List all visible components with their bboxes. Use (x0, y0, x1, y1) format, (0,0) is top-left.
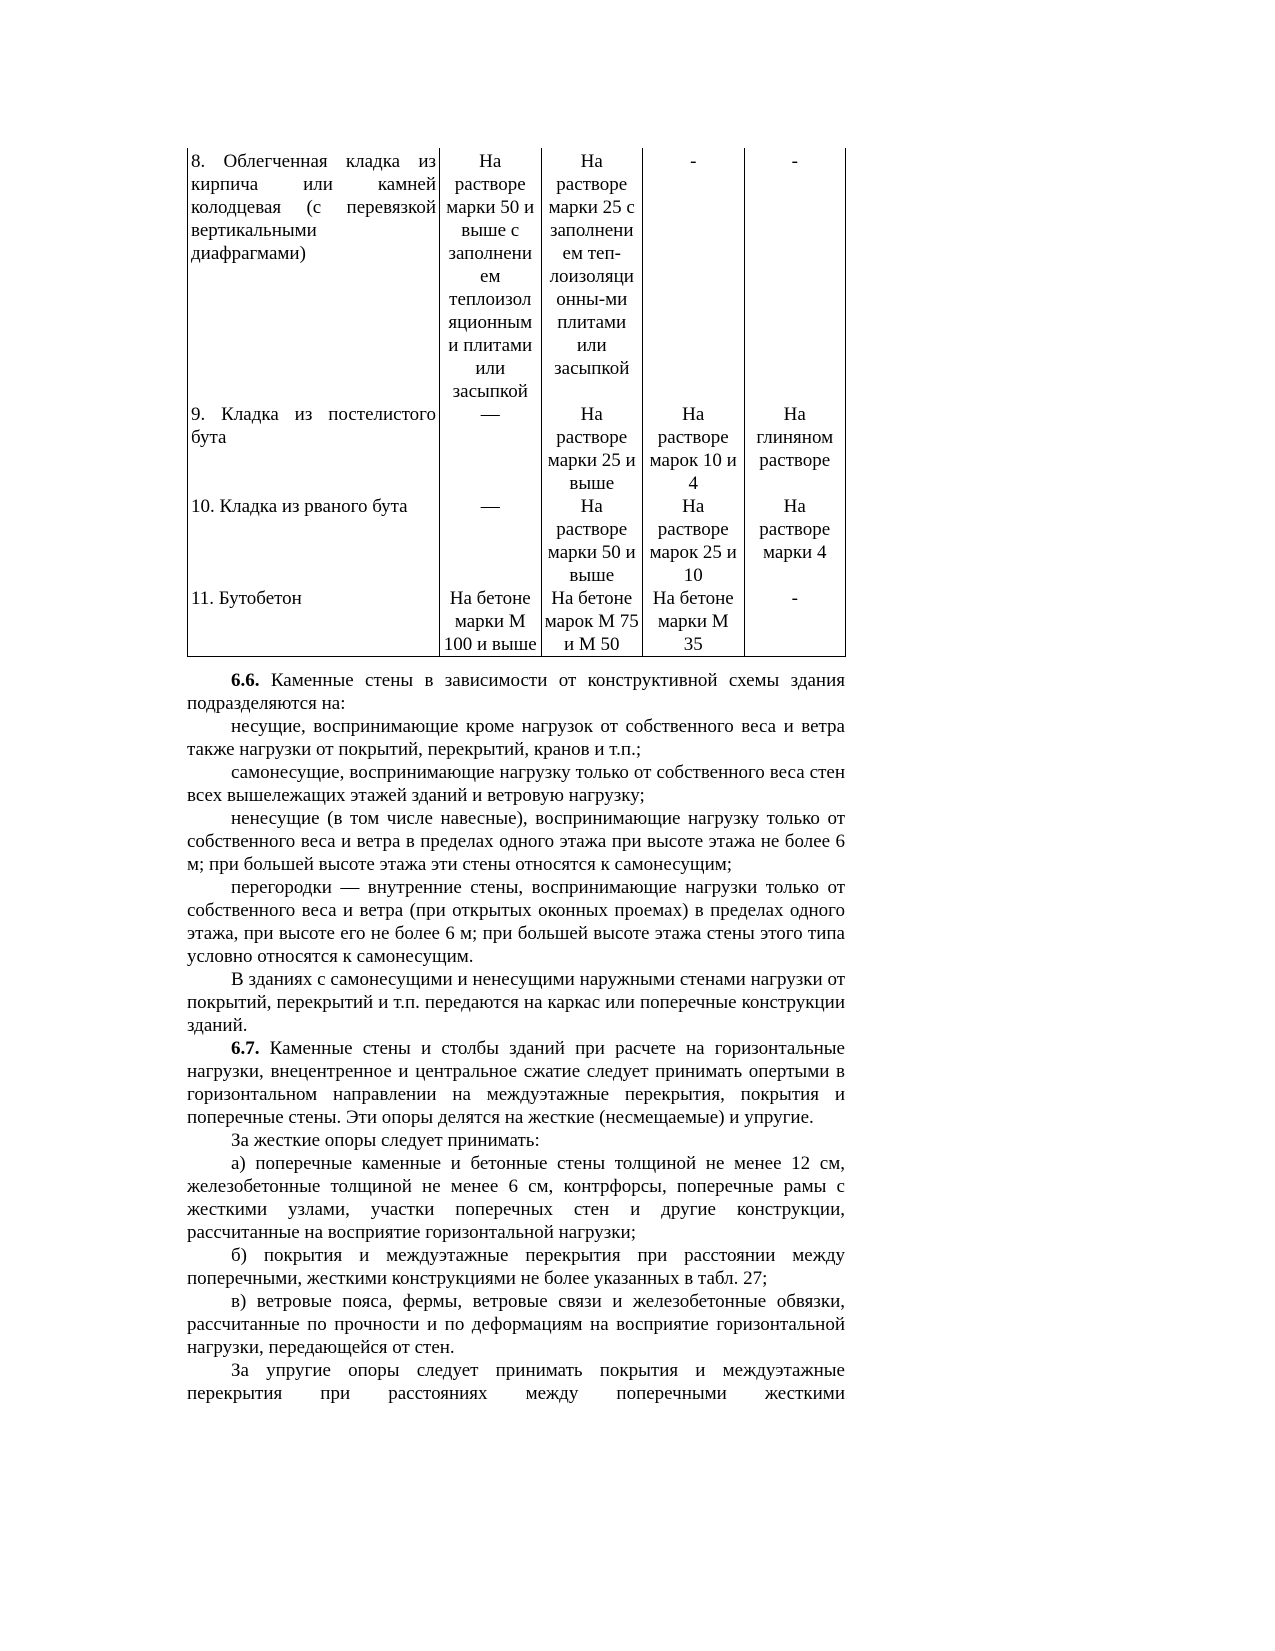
paragraph-text: в) ветровые пояса, фермы, ветровые связи и железобетонные обвязки, рассчитанные по прочности и по деформациям на восприятие горизонтальной нагрузки, передающейся от стен. (187, 1291, 845, 1358)
paragraph-text: За упругие опоры следует принимать покрытия и междуэтажные перекрытия при расстояниях между поперечными жесткими (187, 1360, 845, 1404)
paragraph (187, 968, 845, 1037)
table-cell: — (440, 495, 542, 587)
table-row (188, 148, 846, 403)
paragraph-text: ненесущие (в том числе навесные), воспринимающие нагрузку только от собственного веса и ветра в пределах одного этажа при высоте этажа не более 6 м; при большей высоте этажа эти стены относятся к самонесущим; (187, 808, 845, 875)
clause-number: 6.6. (231, 670, 260, 691)
paragraph-text: б) покрытия и междуэтажные перекрытия при расстоянии между поперечными, жесткими конструкциями не более указанных в табл. 27; (187, 1245, 845, 1289)
table-cell: На бетоне марки М 100 и выше (440, 587, 542, 657)
table-cell: На бетоне марок М 75 и М 50 (541, 587, 643, 657)
paragraph-text: а) поперечные каменные и бетонные стены толщиной не менее 12 см, железобетонные толщиной не менее 6 см, контрфорсы, поперечные рамы с жесткими узлами, участки поперечных стен и другие конструкции, рассчитанные на восприятие горизонтальной нагрузки; (187, 1153, 845, 1243)
row-label: 11. Бутобетон (188, 587, 440, 657)
paragraph (187, 1359, 845, 1405)
table-cell: На растворе марки 4 (744, 495, 846, 587)
row-label: 8. Облегченная кладка из кирпича или камней колодцевая (с перевязкой вертикальными диафрагмами) (188, 148, 440, 403)
paragraph-text: Каменные стены в зависимости от конструктивной схемы здания подразделяются на: (187, 670, 845, 714)
paragraph (187, 669, 845, 715)
paragraph (187, 1244, 845, 1290)
body-text (187, 669, 845, 1405)
row-label: 10. Кладка из рваного бута (188, 495, 440, 587)
clause-number: 6.7. (231, 1038, 260, 1059)
paragraph (187, 761, 845, 807)
paragraph-text: перегородки — внутренние стены, воспринимающие нагрузки только от собственного веса и ветра (при открытых оконных проемах) в пределах одного этажа, при высоте его не более 6 м; при большей высоте этажа стены этого типа условно относятся к самонесущим. (187, 877, 845, 967)
table-cell: На растворе марок 25 и 10 (643, 495, 745, 587)
table-cell: На растворе марки 50 и выше (541, 495, 643, 587)
paragraph (187, 715, 845, 761)
table-row (188, 495, 846, 587)
paragraph (187, 1152, 845, 1244)
table-cell: На глиняном растворе (744, 403, 846, 495)
masonry-table (187, 148, 846, 657)
table-cell: - (744, 587, 846, 657)
document-page (187, 148, 845, 1405)
table-cell: На растворе марки 50 и выше с заполнени ем теплоизол яционным и плитами или засыпкой (440, 148, 542, 403)
table-cell: - (744, 148, 846, 403)
table-cell: На растворе марки 25 с заполнени ем теп-лоизоляци онны-ми плитами или засыпкой (541, 148, 643, 403)
paragraph (187, 807, 845, 876)
paragraph (187, 876, 845, 968)
row-label: 9. Кладка из постелистого бута (188, 403, 440, 495)
table-cell: На бетоне марки М 35 (643, 587, 745, 657)
table-row (188, 403, 846, 495)
paragraph-text: За жесткие опоры следует принимать: (231, 1130, 540, 1151)
paragraph (187, 1037, 845, 1129)
table-row (188, 587, 846, 657)
paragraph-text: В зданиях с самонесущими и ненесущими наружными стенами нагрузки от покрытий, перекрытий и т.п. передаются на каркас или поперечные конструкции зданий. (187, 969, 845, 1036)
table-cell: На растворе марок 10 и 4 (643, 403, 745, 495)
table-cell: — (440, 403, 542, 495)
paragraph (187, 1129, 845, 1152)
paragraph (187, 1290, 845, 1359)
paragraph-text: несущие, воспринимающие кроме нагрузок от собственного веса и ветра также нагрузки от покрытий, перекрытий, кранов и т.п.; (187, 716, 845, 760)
paragraph-text: Каменные стены и столбы зданий при расчете на горизонтальные нагрузки, внецентренное и центральное сжатие следует принимать опертыми в горизонтальном направлении на междуэтажные перекрытия, покрытия и поперечные стены. Эти опоры делятся на жесткие (несмещаемые) и упругие. (187, 1038, 845, 1128)
table-cell: На растворе марки 25 и выше (541, 403, 643, 495)
table-cell: - (643, 148, 745, 403)
paragraph-text: самонесущие, воспринимающие нагрузку только от собственного веса стен всех вышележащих этажей зданий и ветровую нагрузку; (187, 762, 845, 806)
